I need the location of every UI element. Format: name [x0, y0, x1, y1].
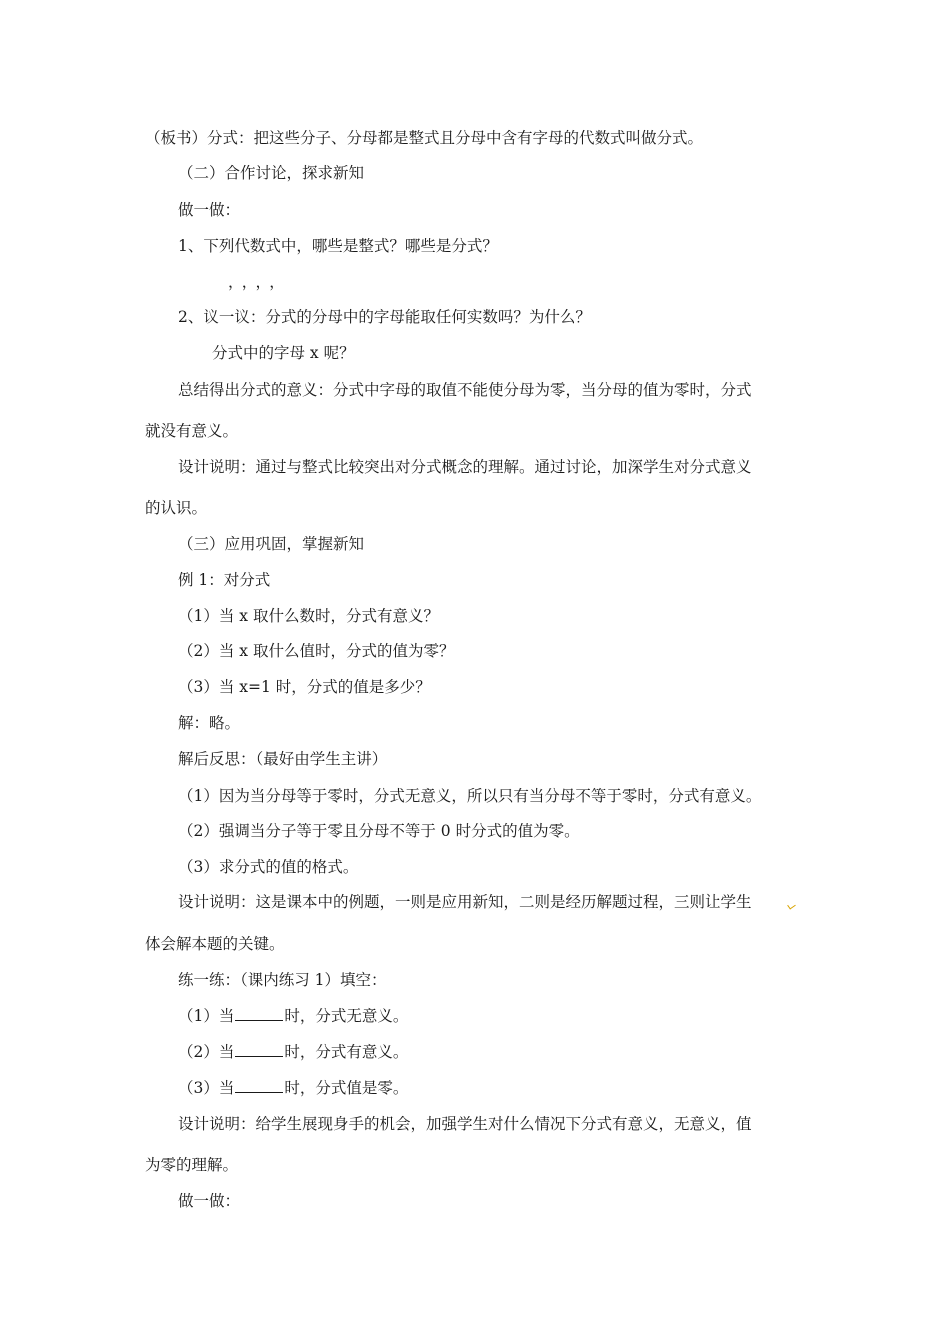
blank-underline [235, 1078, 283, 1093]
text-line: 例 1：对分式 [178, 571, 271, 589]
text-line: （3）求分式的值的格式。 [178, 858, 359, 876]
text-line: （2）当 x 取什么值时，分式的值为零？ [178, 642, 455, 660]
caret-mark-icon [787, 901, 796, 909]
text-line: （1）因为当分母等于零时，分式无意义，所以只有当分母不等于零时，分式有意义。 [178, 787, 762, 805]
section-heading: （三）应用巩固，掌握新知 [178, 535, 365, 553]
fill-suffix: 时，分式值是零。 [284, 1079, 409, 1097]
fill-blank-line [178, 1042, 408, 1062]
text-line: 设计说明：给学生展现身手的机会，加强学生对什么情况下分式有意义，无意义，值 [178, 1115, 752, 1133]
text-line: （3）当 x=1 时，分式的值是多少？ [178, 678, 431, 696]
text-line: （1）当 x 取什么数时，分式有意义？ [178, 607, 439, 625]
blank-underline [235, 1042, 283, 1057]
text-line: 设计说明：通过与整式比较突出对分式概念的理解。通过讨论，加深学生对分式意义 [178, 458, 752, 476]
text-line: 设计说明：这是课本中的例题，一则是应用新知，二则是经历解题过程，三则让学生 [178, 893, 752, 911]
text-line: （板书）分式：把这些分子、分母都是整式且分母中含有字母的代数式叫做分式。 [145, 129, 704, 147]
text-line: 做一做： [178, 1192, 241, 1210]
text-line: 为零的理解。 [145, 1156, 239, 1174]
text-line: 体会解本题的关键。 [145, 935, 285, 953]
text-line: 分式中的字母 x 呢？ [212, 344, 355, 362]
text-line: 的认识。 [145, 499, 208, 517]
fill-prefix: （2）当 [178, 1043, 235, 1061]
text-line: 1、下列代数式中，哪些是整式？哪些是分式？ [178, 237, 498, 255]
text-line: （2）强调当分子等于零且分母不等于 0 时分式的值为零。 [178, 822, 580, 840]
text-line: 解后反思：（最好由学生主讲） [178, 750, 388, 768]
blank-underline [235, 1006, 283, 1021]
text-line: 2、议一议：分式的分母中的字母能取任何实数吗？为什么？ [178, 308, 591, 326]
text-line: 解：略。 [178, 714, 241, 732]
text-line: 总结得出分式的意义：分式中字母的取值不能使分母为零，当分母的值为零时，分式 [178, 381, 752, 399]
text-line: 做一做： [178, 201, 241, 219]
expression-list: ，，，， [228, 273, 291, 291]
fill-blank-line [178, 1006, 408, 1026]
section-heading: （二）合作讨论，探求新知 [178, 164, 365, 182]
fill-suffix: 时，分式有意义。 [284, 1043, 409, 1061]
fill-suffix: 时，分式无意义。 [284, 1007, 409, 1025]
text-line: 就没有意义。 [145, 422, 239, 440]
fill-blank-line [178, 1078, 408, 1098]
fill-prefix: （1）当 [178, 1007, 235, 1025]
fill-prefix: （3）当 [178, 1079, 235, 1097]
text-line: 练一练：（课内练习 1）填空： [178, 971, 387, 989]
